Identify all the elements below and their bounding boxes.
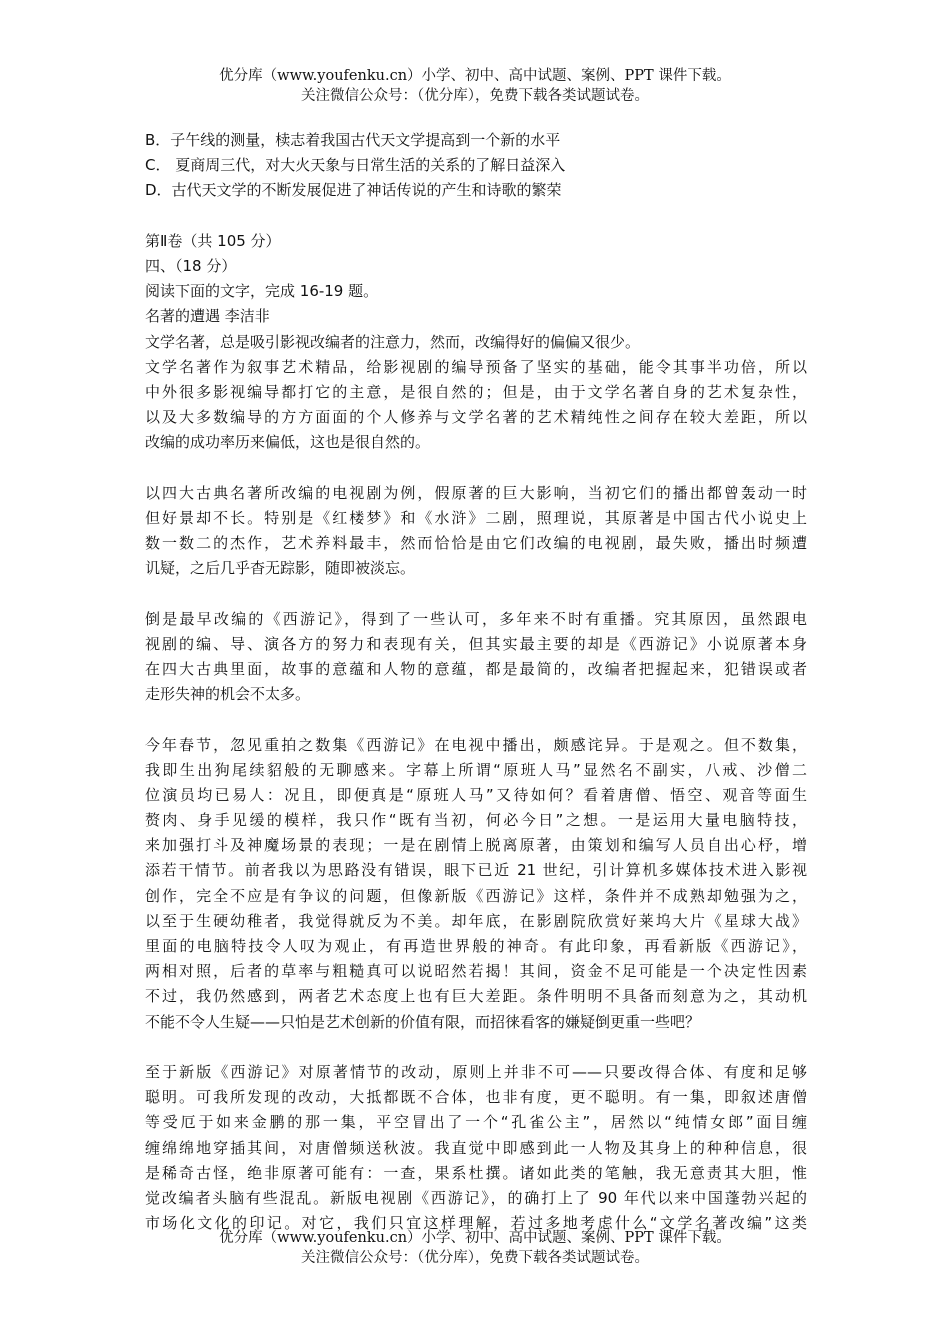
document-body [145, 128, 807, 1236]
header-line-1: 优分库（www.youfenku.cn）小学、初中、高中试题、案例、PPT 课件下载。 [219, 68, 731, 84]
paragraph-line: 觉改编者头脑有些混乱。新版电视剧《西游记》，的确打上了 90 年代以来中国蓬勃兴起的 [145, 1188, 807, 1207]
option-d: D．古代天文学的不断发展促进了神话传说的产生和诗歌的繁荣 [145, 181, 562, 200]
paragraph-4 [145, 607, 807, 708]
paragraph-line: 我即生出狗尾续貂般的无聊感来。字幕上所谓“原班人马”显然名不副实，八戒、沙僧二 [145, 760, 807, 779]
spacer [145, 581, 807, 606]
paragraph-6 [145, 1060, 807, 1236]
paragraph-line: 改编的成功率历来偏低，这也是很自然的。 [145, 433, 431, 452]
page-footer [0, 1228, 950, 1268]
paragraph-line: 以至于生硬幼稚者，我觉得就反为不美。却年底，在影剧院欣赏好莱坞大片《星球大战》 [145, 911, 807, 930]
paragraph-line: 至于新版《西游记》对原著情节的改动，原则上并非不可——只要改得合体、有度和足够 [145, 1062, 807, 1081]
spacer [145, 204, 807, 229]
article-title: 名著的遭遇 李洁非 [145, 307, 270, 326]
paragraph-line: 聪明。可我所发现的改动，大抵都既不合体，也非有度，更不聪明。有一集，即叙述唐僧 [145, 1088, 807, 1107]
paragraph-line: 讥疑，之后几乎杳无踪影，随即被淡忘。 [145, 559, 416, 578]
paragraph-line: 不过，我仍然感到，两者艺术态度上也有巨大差距。条件明明不具备而刻意为之，其动机 [145, 987, 807, 1006]
paragraph-3 [145, 481, 807, 582]
paragraph-line: 两相对照，后者的草率与粗糙真可以说昭然若揭！其间，资金不足可能是一个决定性因素 [145, 962, 807, 981]
spacer [145, 455, 807, 480]
paragraph-line: 数一数二的杰作，艺术养料最丰，然而恰恰是由它们改编的电视剧，最失败，播出时频遭 [145, 534, 807, 552]
paragraph-line: 里面的电脑特技令人叹为观止，有再造世界般的神奇。有此印象，再看新版《西游记》， [145, 937, 807, 955]
paragraph-line: 中外很多影视编导都打它的主意，是很自然的；但是，由于文学名著自身的艺术复杂性， [145, 382, 807, 401]
paragraph-line: 缠绵绵地穿插其间，对唐僧频送秋波。我直觉中即感到此一人物及其身上的种种信息，很 [145, 1138, 807, 1157]
paragraph-1 [145, 330, 807, 355]
header-line-2: 关注微信公众号：（优分库），免费下载各类试题试卷。 [301, 88, 649, 104]
paragraph-line: 文学名著作为叙事艺术精品，给影视剧的编导预备了坚实的基础，能令其事半功倍，所以 [145, 357, 807, 376]
paragraph-line: 创作，完全不应是有争议的问题，但像新版《西游记》这样，条件并不成熟却勉强为之， [145, 886, 807, 905]
paragraph-line: 不能不令人生疑——只怕是艺术创新的价值有限，而招徕看客的嫌疑倒更重一些吧？ [145, 1012, 701, 1031]
paragraph-line: 今年春节，忽见重拍之数集《西游记》在电视中播出，颇感诧异。于是观之。但不数集， [145, 735, 807, 754]
option-b: B．子午线的测量，椟志着我国古代天文学提高到一个新的水平 [145, 131, 561, 149]
paragraph-line: 以四大古典名著所改编的电视剧为例，假原著的巨大影响，当初它们的播出都曾轰动一时 [145, 483, 807, 502]
paragraph-line: 添若干情节。前者我以为思路没有错误，眼下已近 21 世纪，引计算机多媒体技术进入影视 [145, 861, 807, 880]
paragraph-line: 以及大多数编导的方方面面的个人修养与文学名著的艺术精纯性之间存在较大差距，所以 [145, 408, 807, 427]
reading-instruction: 阅读下面的文字，完成 16-19 题。 [145, 282, 379, 301]
paragraph-line: 但好景却不长。特别是《红楼梦》和《水浒》二剧，照理说，其原著是中国古代小说史上 [145, 508, 807, 527]
spacer [145, 1035, 807, 1060]
option-c: C． 夏商周三代，对大火天象与日常生活的关系的了解日益深入 [145, 156, 566, 175]
footer-line-2: 关注微信公众号：（优分库），免费下载各类试题试卷。 [301, 1250, 649, 1266]
paragraph-line: 在四大古典里面，故事的意蕴和人物的意蕴，都是最简的，改编者把握起来，犯错误或者 [145, 659, 807, 678]
paragraph-2 [145, 355, 807, 456]
paragraph-5 [145, 733, 807, 1035]
paragraph-line: 文学名著，总是吸引影视改编者的注意力，然而，改编得好的偏偏又很少。 [145, 332, 641, 351]
paragraph-line: 位演员均已易人：况且，即便真是“原班人马”又待如何？看着唐僧、悟空、观音等面生 [145, 785, 807, 804]
spacer [145, 707, 807, 732]
paragraph-line: 赘肉、身手见缓的模样，我只作“既有当初，何必今日”之想。一是运用大量电脑特技， [145, 811, 807, 830]
paragraph-line: 是稀奇古怪，绝非原著可能有：一查，果系杜撰。诸如此类的笔触，我无意责其大胆，惟 [145, 1163, 807, 1182]
paragraph-line: 视剧的编、导、演各方的努力和表现有关，但其实最主要的却是《西游记》小说原著本身 [145, 634, 807, 653]
page-header [0, 66, 950, 106]
paragraph-line: 等受厄于如来金鹏的那一集，平空冒出了一个“孔雀公主”，居然以“纯情女郎”面目缠 [145, 1113, 807, 1132]
paragraph-line: 市场化文化的印记。对它，我们只宜这样理解，若过多地考虑什么“文学名著改编”这类 [145, 1214, 807, 1233]
footer-line-1: 优分库（www.youfenku.cn）小学、初中、高中试题、案例、PPT 课件下载。 [219, 1230, 731, 1246]
volume-heading: 第Ⅱ卷（共 105 分） [145, 231, 281, 250]
paragraph-line: 来加强打斗及神魔场景的表现；一是在剧情上脱离原著，由策划和编写人员自出心杼，增 [145, 836, 807, 855]
paragraph-line: 倒是最早改编的《西游记》，得到了一些认可，多年来不时有重播。究其原因，虽然跟电 [145, 609, 807, 628]
part-heading: 四、（18 分） [145, 256, 237, 275]
paragraph-line: 走形失神的机会不太多。 [145, 685, 311, 704]
